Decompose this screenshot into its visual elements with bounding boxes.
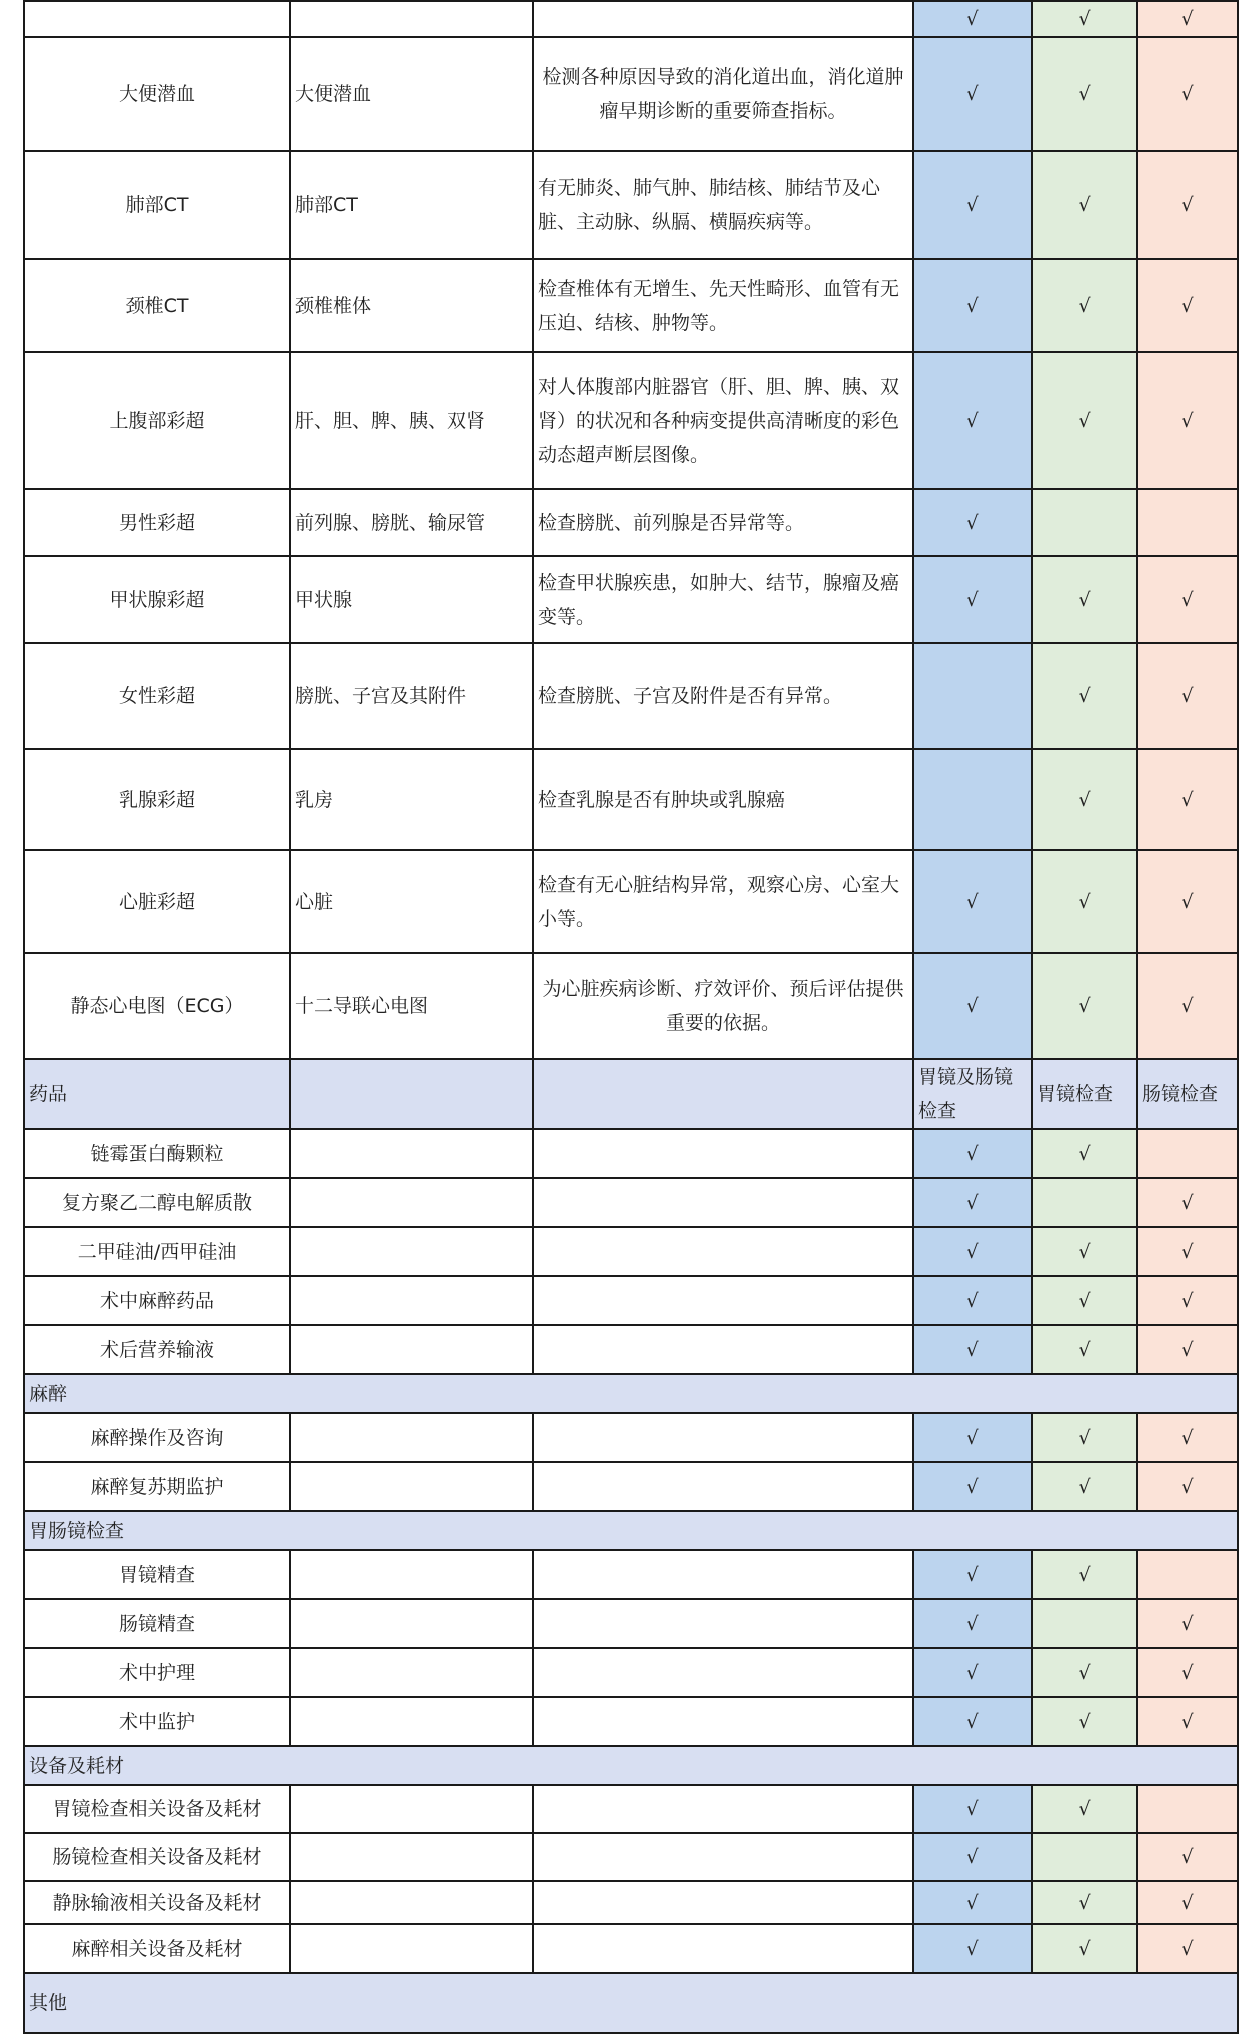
check-mark-a: √	[913, 556, 1032, 643]
exam-row	[24, 953, 1238, 1059]
empty-check-cell-a	[913, 749, 1032, 850]
check-mark-a: √	[913, 1227, 1032, 1276]
empty-check-cell-c	[1137, 1129, 1238, 1178]
check-mark-b: √	[1032, 1550, 1137, 1599]
empty-cell	[533, 1697, 913, 1746]
check-mark-c: √	[1137, 1325, 1238, 1374]
exam-item-scope: 心脏	[290, 850, 533, 953]
check-mark-b: √	[1032, 1413, 1137, 1462]
line-item-row	[24, 1325, 1238, 1374]
column-header-a: 胃镜及肠镜检查	[913, 1059, 1032, 1129]
empty-cell	[290, 1550, 533, 1599]
section-header-equipment	[24, 1746, 1238, 1785]
line-item-row	[24, 1599, 1238, 1648]
exam-item-scope: 大便潜血	[290, 37, 533, 151]
empty-cell	[290, 1276, 533, 1325]
line-item-name: 二甲硅油/西甲硅油	[24, 1227, 290, 1276]
section-title-drugs: 药品	[24, 1059, 290, 1129]
check-mark-b: √	[1032, 1227, 1137, 1276]
check-mark-c: √	[1137, 1178, 1238, 1227]
line-item-name: 静脉输液相关设备及耗材	[24, 1881, 290, 1924]
package-comparison-table	[23, 0, 1239, 2034]
section-title-other: 其他	[24, 1973, 1238, 2033]
exam-item-scope	[290, 1, 533, 37]
exam-row	[24, 352, 1238, 489]
exam-item-scope: 乳房	[290, 749, 533, 850]
check-mark-b: √	[1032, 1648, 1137, 1697]
check-mark-c: √	[1137, 1, 1238, 37]
exam-item-description: 有无肺炎、肺气肿、肺结核、肺结节及心脏、主动脉、纵膈、横膈疾病等。	[533, 151, 913, 259]
check-mark-a: √	[913, 151, 1032, 259]
exam-item-name: 男性彩超	[24, 489, 290, 556]
check-mark-c: √	[1137, 352, 1238, 489]
empty-cell	[290, 1325, 533, 1374]
empty-cell	[290, 1227, 533, 1276]
check-mark-c: √	[1137, 1881, 1238, 1924]
line-item-name: 术后营养输液	[24, 1325, 290, 1374]
check-mark-a: √	[913, 1325, 1032, 1374]
check-mark-b: √	[1032, 1325, 1137, 1374]
exam-item-description: 检查膀胱、前列腺是否异常等。	[533, 489, 913, 556]
check-mark-b: √	[1032, 1697, 1137, 1746]
table-body	[24, 1, 1238, 2033]
exam-item-description: 检查有无心脏结构异常，观察心房、心室大小等。	[533, 850, 913, 953]
check-mark-c: √	[1137, 1413, 1238, 1462]
empty-cell	[533, 1413, 913, 1462]
exam-row	[24, 556, 1238, 643]
exam-item-scope: 肺部CT	[290, 151, 533, 259]
empty-check-cell-b	[1032, 1599, 1137, 1648]
check-mark-a: √	[913, 1, 1032, 37]
line-item-name: 肠镜检查相关设备及耗材	[24, 1833, 290, 1881]
empty-cell	[533, 1599, 913, 1648]
exam-item-name: 静态心电图（ECG）	[24, 953, 290, 1059]
exam-item-description: 为心脏疾病诊断、疗效评价、预后评估提供重要的依据。	[533, 953, 913, 1059]
empty-cell	[290, 1785, 533, 1833]
section-title-equipment: 设备及耗材	[24, 1746, 1238, 1785]
check-mark-c: √	[1137, 37, 1238, 151]
line-item-row	[24, 1833, 1238, 1881]
line-item-name: 术中麻醉药品	[24, 1276, 290, 1325]
line-item-row	[24, 1413, 1238, 1462]
empty-cell	[533, 1462, 913, 1511]
check-mark-c: √	[1137, 1599, 1238, 1648]
check-mark-a: √	[913, 1924, 1032, 1973]
section-title-anesthesia: 麻醉	[24, 1374, 1238, 1413]
check-mark-a: √	[913, 352, 1032, 489]
empty-cell	[290, 1129, 533, 1178]
empty-cell	[533, 1785, 913, 1833]
empty-cell	[533, 1276, 913, 1325]
exam-item-scope: 肝、胆、脾、胰、双肾	[290, 352, 533, 489]
check-mark-c: √	[1137, 1462, 1238, 1511]
exam-item-scope: 甲状腺	[290, 556, 533, 643]
check-mark-b: √	[1032, 850, 1137, 953]
check-mark-a: √	[913, 850, 1032, 953]
check-mark-c: √	[1137, 151, 1238, 259]
line-item-name: 麻醉相关设备及耗材	[24, 1924, 290, 1973]
empty-header-cell	[533, 1059, 913, 1129]
line-item-name: 复方聚乙二醇电解质散	[24, 1178, 290, 1227]
check-mark-a: √	[913, 1276, 1032, 1325]
empty-cell	[290, 1881, 533, 1924]
check-mark-b: √	[1032, 749, 1137, 850]
check-mark-a: √	[913, 1129, 1032, 1178]
exam-item-name: 大便潜血	[24, 37, 290, 151]
check-mark-c: √	[1137, 643, 1238, 749]
check-mark-a: √	[913, 1550, 1032, 1599]
empty-cell	[290, 1924, 533, 1973]
empty-cell	[290, 1413, 533, 1462]
line-item-name: 链霉蛋白酶颗粒	[24, 1129, 290, 1178]
exam-item-description	[533, 1, 913, 37]
check-mark-b: √	[1032, 151, 1137, 259]
empty-cell	[290, 1648, 533, 1697]
empty-cell	[533, 1325, 913, 1374]
empty-cell	[533, 1881, 913, 1924]
empty-check-cell-b	[1032, 1178, 1137, 1227]
check-mark-c: √	[1137, 1833, 1238, 1881]
line-item-row	[24, 1881, 1238, 1924]
line-item-name: 麻醉操作及咨询	[24, 1413, 290, 1462]
section-header-anesthesia	[24, 1374, 1238, 1413]
line-item-row	[24, 1550, 1238, 1599]
exam-item-description: 对人体腹部内脏器官（肝、胆、脾、胰、双肾）的状况和各种病变提供高清晰度的彩色动态超声断层图像。	[533, 352, 913, 489]
exam-row	[24, 850, 1238, 953]
exam-item-name: 颈椎CT	[24, 259, 290, 352]
exam-item-description: 检测各种原因导致的消化道出血，消化道肿瘤早期诊断的重要筛查指标。	[533, 37, 913, 151]
line-item-row	[24, 1129, 1238, 1178]
line-item-row	[24, 1648, 1238, 1697]
line-item-row	[24, 1697, 1238, 1746]
exam-row	[24, 643, 1238, 749]
check-mark-b: √	[1032, 1462, 1137, 1511]
empty-cell	[533, 1129, 913, 1178]
section-header-drugs	[24, 1059, 1238, 1129]
section-header-endoscopy	[24, 1511, 1238, 1550]
check-mark-b: √	[1032, 352, 1137, 489]
exam-item-scope: 膀胱、子宫及其附件	[290, 643, 533, 749]
check-mark-b: √	[1032, 1, 1137, 37]
section-header-other	[24, 1973, 1238, 2033]
exam-row	[24, 1, 1238, 37]
exam-item-description: 检查甲状腺疾患，如肿大、结节，腺瘤及癌变等。	[533, 556, 913, 643]
line-item-row	[24, 1785, 1238, 1833]
check-mark-b: √	[1032, 643, 1137, 749]
check-mark-c: √	[1137, 850, 1238, 953]
exam-row	[24, 489, 1238, 556]
exam-item-name: 乳腺彩超	[24, 749, 290, 850]
check-mark-a: √	[913, 37, 1032, 151]
check-mark-c: √	[1137, 953, 1238, 1059]
check-mark-a: √	[913, 1413, 1032, 1462]
check-mark-a: √	[913, 489, 1032, 556]
line-item-name: 麻醉复苏期监护	[24, 1462, 290, 1511]
line-item-row	[24, 1178, 1238, 1227]
line-item-name: 肠镜精查	[24, 1599, 290, 1648]
check-mark-b: √	[1032, 1276, 1137, 1325]
column-header-c: 肠镜检查	[1137, 1059, 1238, 1129]
empty-cell	[533, 1178, 913, 1227]
empty-cell	[290, 1462, 533, 1511]
exam-row	[24, 259, 1238, 352]
check-mark-b: √	[1032, 556, 1137, 643]
empty-check-cell-c	[1137, 489, 1238, 556]
check-mark-a: √	[913, 1178, 1032, 1227]
check-mark-a: √	[913, 1833, 1032, 1881]
exam-item-scope: 十二导联心电图	[290, 953, 533, 1059]
check-mark-b: √	[1032, 1881, 1137, 1924]
check-mark-b: √	[1032, 1785, 1137, 1833]
column-header-b: 胃镜检查	[1032, 1059, 1137, 1129]
exam-item-name	[24, 1, 290, 37]
exam-item-name: 女性彩超	[24, 643, 290, 749]
empty-cell	[533, 1227, 913, 1276]
empty-cell	[290, 1833, 533, 1881]
exam-item-description: 检查膀胱、子宫及附件是否有异常。	[533, 643, 913, 749]
check-mark-b: √	[1032, 1924, 1137, 1973]
check-mark-c: √	[1137, 1227, 1238, 1276]
exam-item-scope: 颈椎椎体	[290, 259, 533, 352]
empty-check-cell-c	[1137, 1550, 1238, 1599]
line-item-name: 术中护理	[24, 1648, 290, 1697]
exam-row	[24, 749, 1238, 850]
check-mark-a: √	[913, 1648, 1032, 1697]
exam-row	[24, 37, 1238, 151]
check-mark-c: √	[1137, 259, 1238, 352]
check-mark-b: √	[1032, 259, 1137, 352]
exam-item-name: 心脏彩超	[24, 850, 290, 953]
exam-item-scope: 前列腺、膀胱、输尿管	[290, 489, 533, 556]
exam-item-description: 检查乳腺是否有肿块或乳腺癌	[533, 749, 913, 850]
line-item-name: 胃镜检查相关设备及耗材	[24, 1785, 290, 1833]
line-item-row	[24, 1462, 1238, 1511]
empty-check-cell-b	[1032, 1833, 1137, 1881]
line-item-name: 胃镜精查	[24, 1550, 290, 1599]
section-title-endoscopy: 胃肠镜检查	[24, 1511, 1238, 1550]
check-mark-c: √	[1137, 556, 1238, 643]
empty-cell	[533, 1833, 913, 1881]
empty-check-cell-a	[913, 643, 1032, 749]
line-item-name: 术中监护	[24, 1697, 290, 1746]
empty-cell	[290, 1178, 533, 1227]
empty-cell	[533, 1924, 913, 1973]
line-item-row	[24, 1924, 1238, 1973]
empty-check-cell-c	[1137, 1785, 1238, 1833]
check-mark-a: √	[913, 953, 1032, 1059]
check-mark-c: √	[1137, 1924, 1238, 1973]
exam-item-name: 甲状腺彩超	[24, 556, 290, 643]
check-mark-a: √	[913, 259, 1032, 352]
empty-cell	[290, 1599, 533, 1648]
line-item-row	[24, 1227, 1238, 1276]
check-mark-b: √	[1032, 37, 1137, 151]
check-mark-a: √	[913, 1599, 1032, 1648]
check-mark-b: √	[1032, 953, 1137, 1059]
check-mark-a: √	[913, 1785, 1032, 1833]
exam-row	[24, 151, 1238, 259]
exam-item-name: 上腹部彩超	[24, 352, 290, 489]
empty-cell	[290, 1697, 533, 1746]
exam-item-name: 肺部CT	[24, 151, 290, 259]
empty-header-cell	[290, 1059, 533, 1129]
exam-item-description: 检查椎体有无增生、先天性畸形、血管有无压迫、结核、肿物等。	[533, 259, 913, 352]
check-mark-a: √	[913, 1697, 1032, 1746]
empty-check-cell-b	[1032, 489, 1137, 556]
line-item-row	[24, 1276, 1238, 1325]
check-mark-b: √	[1032, 1129, 1137, 1178]
check-mark-c: √	[1137, 1276, 1238, 1325]
check-mark-c: √	[1137, 1648, 1238, 1697]
check-mark-a: √	[913, 1462, 1032, 1511]
check-mark-c: √	[1137, 749, 1238, 850]
empty-cell	[533, 1550, 913, 1599]
check-mark-a: √	[913, 1881, 1032, 1924]
check-mark-c: √	[1137, 1697, 1238, 1746]
empty-cell	[533, 1648, 913, 1697]
